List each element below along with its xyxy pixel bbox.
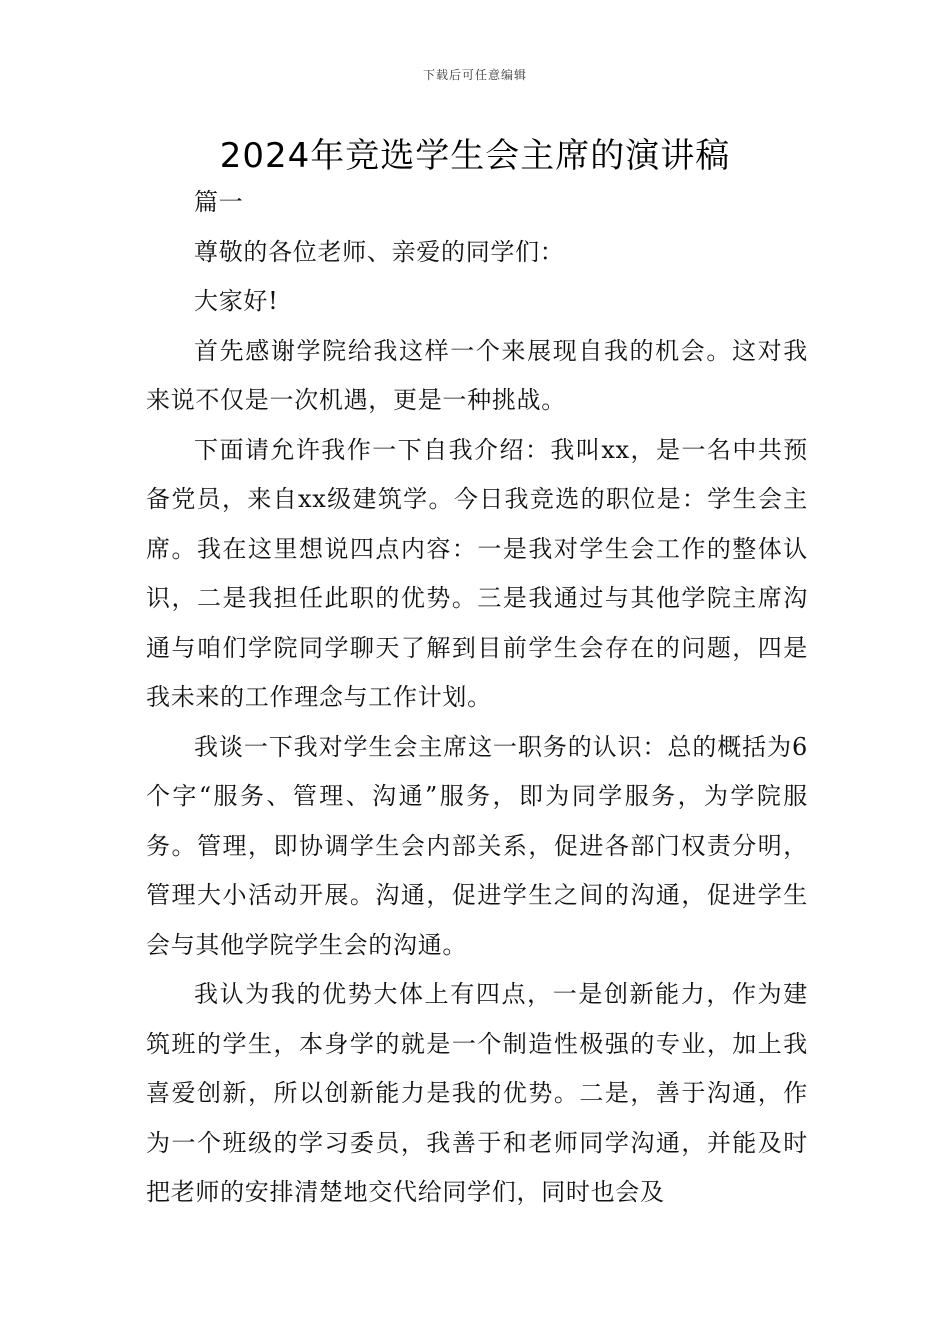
document-body [146, 178, 808, 1218]
section-label: 篇一 [194, 188, 244, 216]
salutation: 尊敬的各位老师、亲爱的同学们： [194, 237, 565, 266]
greeting: 大家好! [194, 287, 279, 315]
body-paragraph: 我谈一下我对学生会主席这一职务的认识：总的概括为6个字“服务、管理、沟通”服务，即为同学服务，为学院服务。管理，即协调学生会内部关系，促进各部门权责分明，管理大小活动开展。沟通，促进学生之间的沟通，促进学生会与其他学院学生会的沟通。 [146, 732, 808, 959]
page-header-note: 下载后可任意编辑 [422, 68, 527, 82]
body-paragraph: 下面请允许我作一下自我介绍：我叫xx，是一名中共预备党员，来自xx级建筑学。今日我竞选的职位是：学生会主席。我在这里想说四点内容：一是我对学生会工作的整体认识，二是我担任此职的优势。三是我通过与其他学院主席沟通与咱们学院同学聊天了解到目前学生会存在的问题，四是我未来的工作理念与工作计划。 [146, 435, 808, 711]
body-paragraph: 我认为我的优势大体上有四点，一是创新能力，作为建筑班的学生，本身学的就是一个制造性极强的专业，加上我喜爱创新，所以创新能力是我的优势。二是，善于沟通，作为一个班级的学习委员，我善于和老师同学沟通，并能及时把老师的安排清楚地交代给同学们，同时也会及 [146, 980, 808, 1206]
body-paragraph: 首先感谢学院给我这样一个来展现自我的机会。这对我来说不仅是一次机遇，更是一种挑战。 [146, 336, 808, 414]
document-title: 2024年竞选学生会主席的演讲稿 [219, 136, 731, 176]
